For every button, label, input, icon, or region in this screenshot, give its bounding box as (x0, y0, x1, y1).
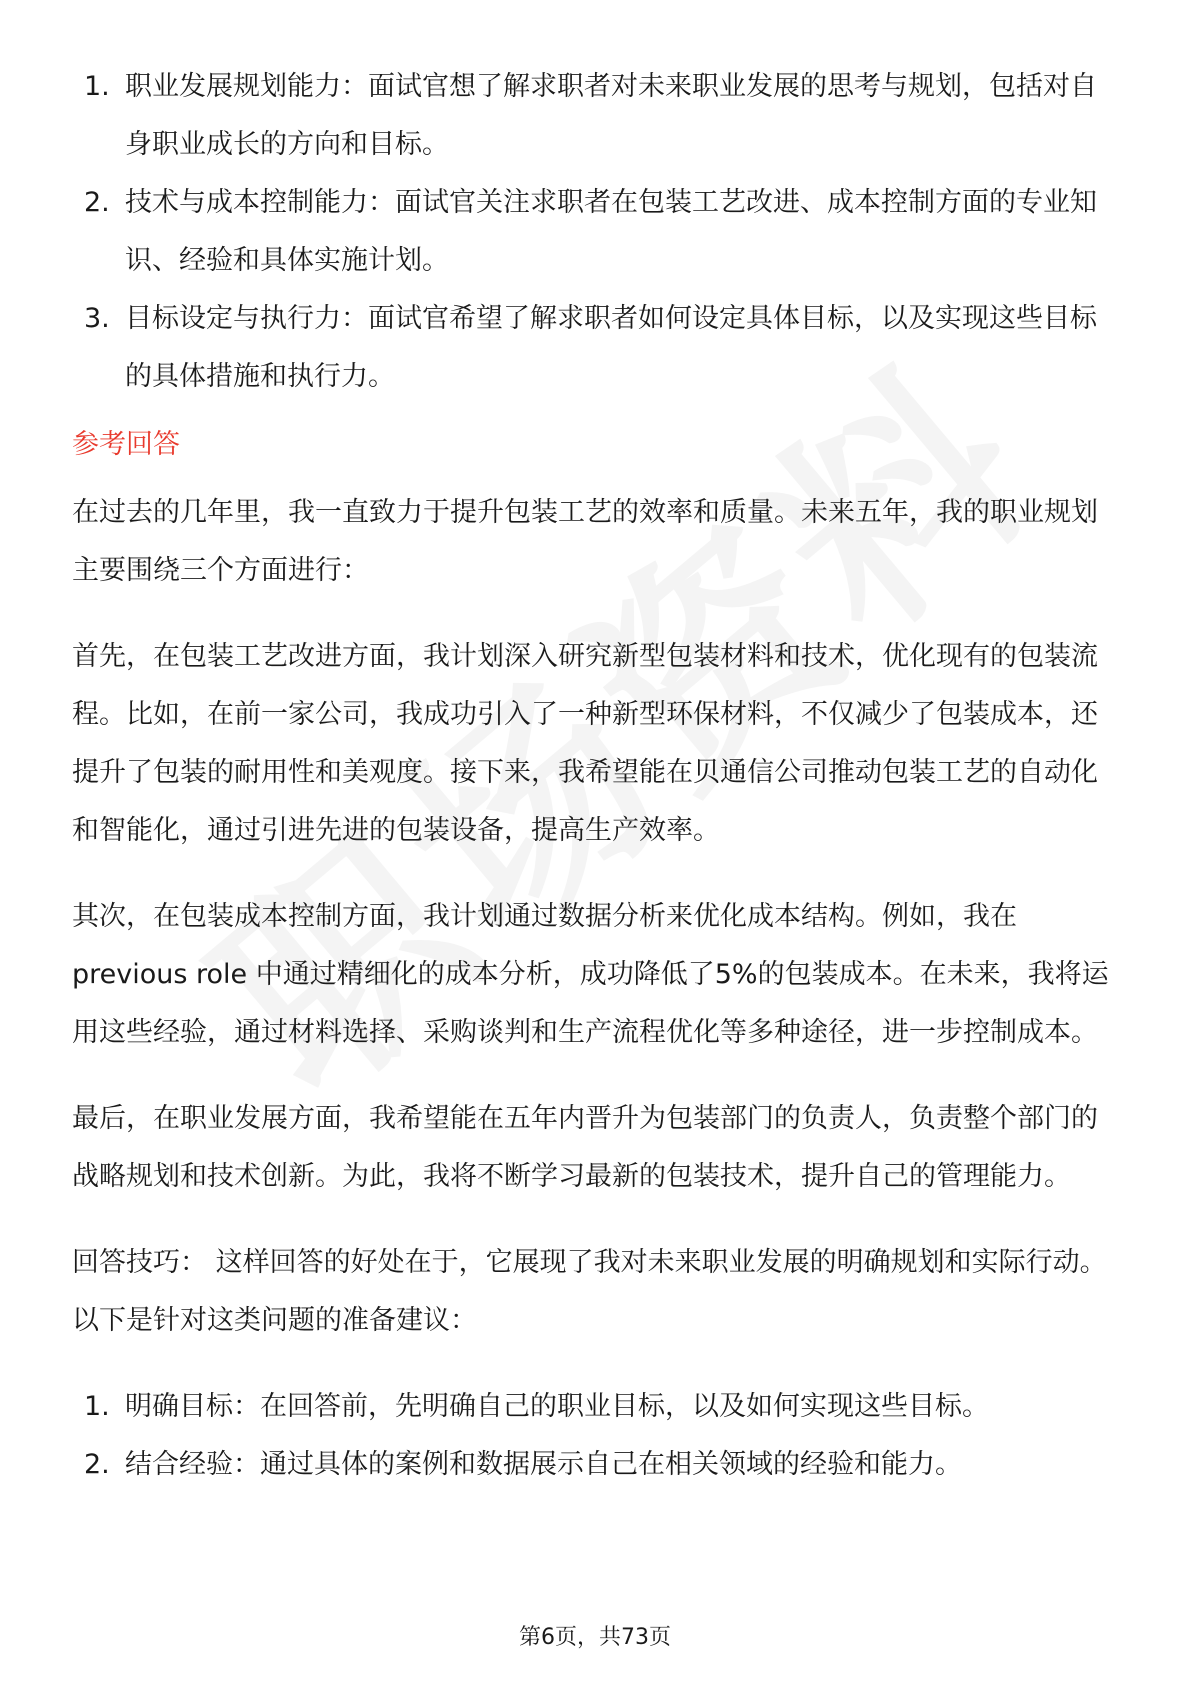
list-item-text: 目标设定与执行力：面试官希望了解求职者如何设定具体目标，以及实现这些目标的具体措施和执行力。 (125, 303, 1097, 392)
list-item-text: 技术与成本控制能力：面试官关注求职者在包装工艺改进、成本控制方面的专业知识、经验和具体实施计划。 (125, 187, 1097, 276)
list-item-text: 职业发展规划能力：面试官想了解求职者对未来职业发展的思考与规划，包括对自身职业成长的方向和目标。 (125, 71, 1097, 160)
page-content (72, 58, 1122, 1494)
paragraph-intro: 在过去的几年里，我一直致力于提升包装工艺的效率和质量。未来五年，我的职业规划主要围绕三个方面进行： (72, 497, 1098, 586)
paragraph-tips: 回答技巧： 这样回答的好处在于，它展现了我对未来职业发展的明确规划和实际行动。以下是针对这类问题的准备建议： (72, 1247, 1107, 1336)
list-item (72, 290, 1122, 406)
list-item-text: 结合经验：通过具体的案例和数据展示自己在相关领域的经验和能力。 (125, 1449, 962, 1480)
list-item (72, 58, 1122, 174)
list-number: 1. (84, 71, 110, 102)
section-title: 参考回答 (72, 429, 180, 460)
paragraph-first: 首先，在包装工艺改进方面，我计划深入研究新型包装材料和技术，优化现有的包装流程。比如，在前一家公司，我成功引入了一种新型环保材料，不仅减少了包装成本，还提升了包装的耐用性和美观度。接下来，我希望能在贝通信公司推动包装工艺的自动化和智能化，通过引进先进的包装设备，提高生产效率。 (72, 641, 1098, 846)
page-number: 第6页，共73页 (519, 1625, 671, 1650)
list-number: 2. (84, 187, 110, 218)
list-item-text: 明确目标：在回答前，先明确自己的职业目标，以及如何实现这些目标。 (125, 1391, 989, 1422)
paragraph-last: 最后，在职业发展方面，我希望能在五年内晋升为包装部门的负责人，负责整个部门的战略规划和技术创新。为此，我将不断学习最新的包装技术，提升自己的管理能力。 (72, 1103, 1098, 1192)
list-item (72, 174, 1122, 290)
evaluation-points-list (72, 58, 1122, 406)
tips-list (72, 1378, 1122, 1494)
list-item (72, 1378, 1122, 1436)
paragraph-second: 其次，在包装成本控制方面，我计划通过数据分析来优化成本结构。例如，我在previous role 中通过精细化的成本分析，成功降低了5%的包装成本。在未来，我将运用这些经验，通过材料选择、采购谈判和生产流程优化等多种途径，进一步控制成本。 (72, 901, 1109, 1048)
list-number: 1. (84, 1391, 110, 1422)
list-item (72, 1436, 1122, 1494)
list-number: 2. (84, 1449, 110, 1480)
list-number: 3. (84, 303, 110, 334)
